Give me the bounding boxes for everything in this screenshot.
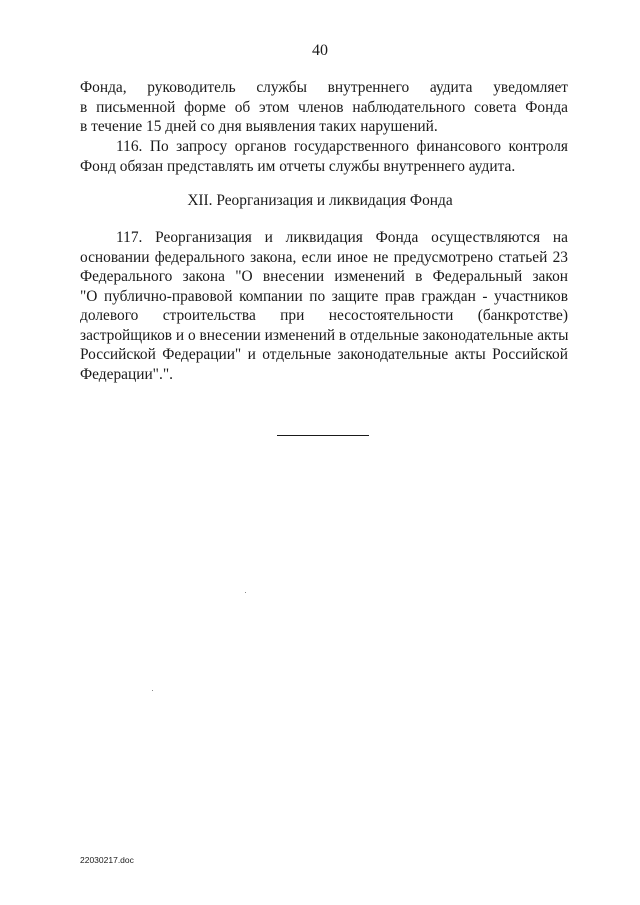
text-line: долевого строительства при несостоятельности (банкротстве) (80, 307, 568, 324)
text-line: 116. По запросу органов государственного финансового контроля (116, 138, 568, 155)
document-code: 22030217.doc (80, 855, 134, 865)
text-line: "О публично-правовой компании по защите прав граждан - участников (80, 287, 568, 305)
text-line: Федерации".". (80, 365, 173, 383)
text-line: застройщиков и о внесении изменений в отдельные законодательные акты (80, 326, 569, 344)
paragraph-117 (80, 228, 568, 384)
end-separator-line (277, 435, 369, 436)
text-line: Федерального закона "О внесении изменений в Федеральный закон (80, 268, 568, 285)
text-line: 117. Реорганизация и ликвидация Фонда осуществляются на (116, 229, 568, 246)
scan-speck (152, 690, 153, 691)
paragraph-116 (80, 137, 568, 176)
text-line: Российской Федерации" и отдельные законодательные акты Российской (80, 346, 568, 363)
text-line: Фонд обязан представлять им отчеты службы внутреннего аудита. (80, 157, 516, 175)
scan-speck (245, 592, 246, 593)
text-line: в письменной форме об этом членов наблюдательного совета Фонда (80, 98, 568, 116)
text-line: в течение 15 дней со дня выявления таких нарушений. (80, 118, 438, 135)
text-line: основании федерального закона, если иное не предусмотрено статьей 23 (80, 248, 568, 266)
page-number: 40 (312, 42, 328, 59)
text-line: Фонда, руководитель службы внутреннего аудита уведомляет (80, 79, 568, 96)
section-heading: XII. Реорганизация и ликвидация Фонда (187, 192, 453, 209)
paragraph-continuation (80, 78, 568, 137)
